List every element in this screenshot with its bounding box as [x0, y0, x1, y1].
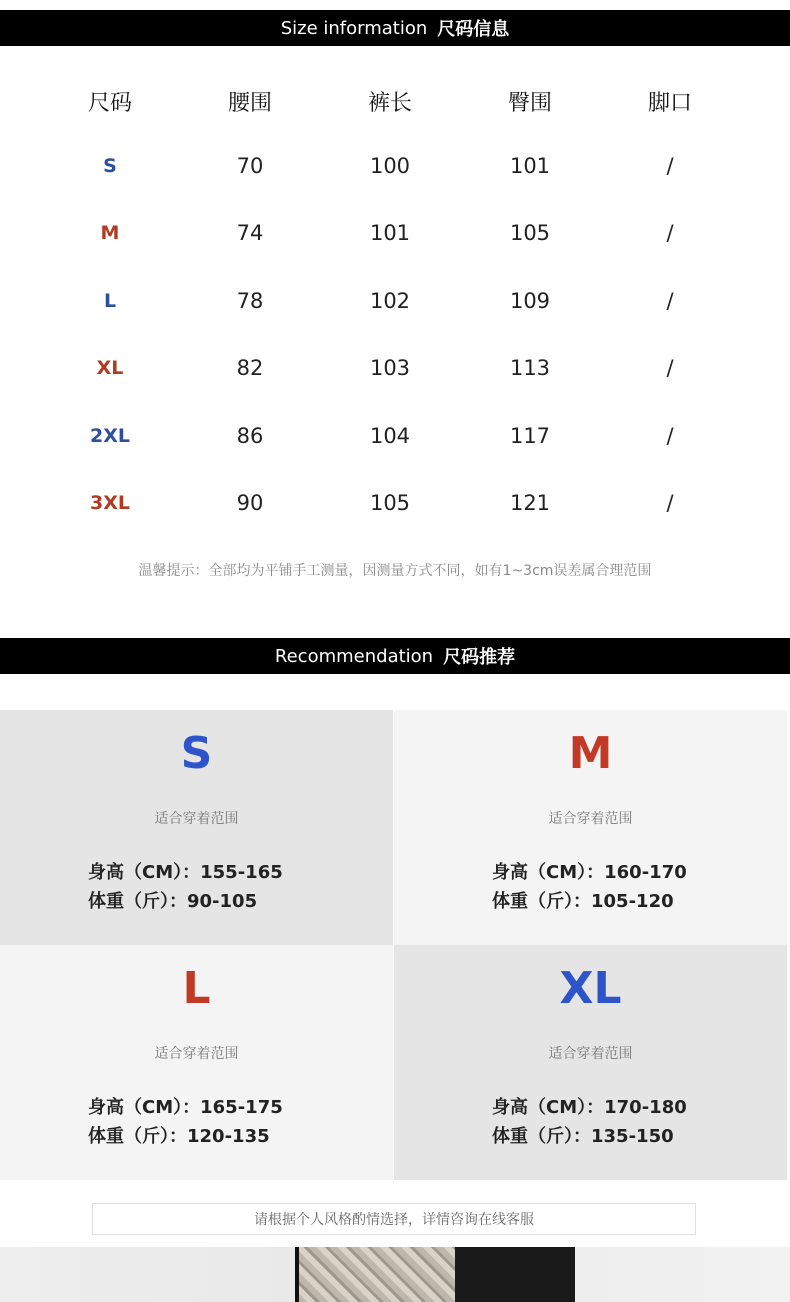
weight-range: 体重（斤）：90-105 — [88, 891, 258, 912]
table-row — [40, 335, 760, 403]
table-row — [40, 132, 760, 200]
size-label: L — [103, 289, 117, 312]
header-size: 尺码 — [87, 90, 132, 116]
size-label: 3XL — [90, 492, 130, 515]
length-value: 102 — [369, 288, 411, 313]
size-card-s — [0, 710, 393, 945]
recommendation-grid — [0, 710, 790, 1180]
length-value: 104 — [369, 423, 411, 448]
waist-value: 82 — [236, 356, 264, 381]
table-row — [40, 402, 760, 470]
header-hip: 臀围 — [507, 90, 552, 116]
card-size: M — [568, 728, 613, 779]
size-info-title-en: Size information — [280, 17, 428, 39]
size-card-l — [0, 945, 393, 1180]
waist-value: 70 — [236, 153, 264, 178]
size-card-xl — [394, 945, 787, 1180]
size-info-title-zh: 尺码信息 — [437, 19, 510, 40]
length-value: 105 — [369, 491, 411, 516]
table-row — [40, 267, 760, 335]
table-row — [40, 200, 760, 268]
hem-value: / — [666, 221, 674, 246]
header-waist: 腰围 — [227, 90, 272, 116]
size-label: 2XL — [90, 424, 130, 447]
hem-value: / — [666, 288, 674, 313]
size-info-banner — [0, 10, 790, 46]
size-label: S — [103, 154, 117, 177]
waist-value: 90 — [236, 491, 264, 516]
measurement-note: 温馨提示：全部均为平铺手工测量，因测量方式不同，如有1~3cm误差属合理范围 — [138, 563, 652, 579]
card-size: S — [180, 728, 213, 779]
printed-fabric — [295, 1247, 459, 1302]
customer-service-tip: 请根据个人风格酌情选择，详情咨询在线客服 — [92, 1203, 696, 1235]
dark-garment — [455, 1247, 575, 1302]
hem-value: / — [666, 356, 674, 381]
weight-range: 体重（斤）：105-120 — [492, 891, 674, 912]
weight-range: 体重（斤）：120-135 — [88, 1126, 270, 1147]
waist-value: 86 — [236, 423, 264, 448]
card-size: XL — [559, 963, 622, 1014]
fit-range-label: 适合穿着范围 — [548, 811, 633, 827]
weight-range: 体重（斤）：135-150 — [492, 1126, 674, 1147]
recommendation-banner — [0, 638, 790, 674]
hip-value: 121 — [509, 491, 551, 516]
waist-value: 74 — [236, 221, 264, 246]
hip-value: 109 — [509, 288, 551, 313]
card-size: L — [182, 963, 211, 1014]
size-table-header — [40, 70, 760, 132]
size-table — [40, 70, 760, 537]
header-length: 裤长 — [367, 90, 412, 116]
length-value: 100 — [369, 153, 411, 178]
hip-value: 101 — [509, 153, 551, 178]
fit-range-label: 适合穿着范围 — [548, 1046, 633, 1062]
size-label: XL — [96, 357, 124, 380]
height-range: 身高（CM）：155-165 — [88, 862, 283, 883]
length-value: 103 — [369, 356, 411, 381]
hip-value: 117 — [509, 423, 551, 448]
hem-value: / — [666, 153, 674, 178]
recommendation-title-en: Recommendation — [274, 645, 434, 667]
waist-value: 78 — [236, 288, 264, 313]
fit-range-label: 适合穿着范围 — [154, 1046, 239, 1062]
header-hem: 脚口 — [647, 90, 692, 116]
height-range: 身高（CM）：160-170 — [492, 862, 687, 883]
hem-value: / — [666, 491, 674, 516]
length-value: 101 — [369, 221, 411, 246]
hip-value: 105 — [509, 221, 551, 246]
size-card-m — [394, 710, 787, 945]
product-photo — [0, 1247, 790, 1302]
size-label: M — [100, 222, 120, 245]
fit-range-label: 适合穿着范围 — [154, 811, 239, 827]
table-row — [40, 470, 760, 538]
hem-value: / — [666, 423, 674, 448]
height-range: 身高（CM）：165-175 — [88, 1097, 283, 1118]
recommendation-title-zh: 尺码推荐 — [443, 647, 516, 668]
height-range: 身高（CM）：170-180 — [492, 1097, 687, 1118]
hip-value: 113 — [509, 356, 551, 381]
